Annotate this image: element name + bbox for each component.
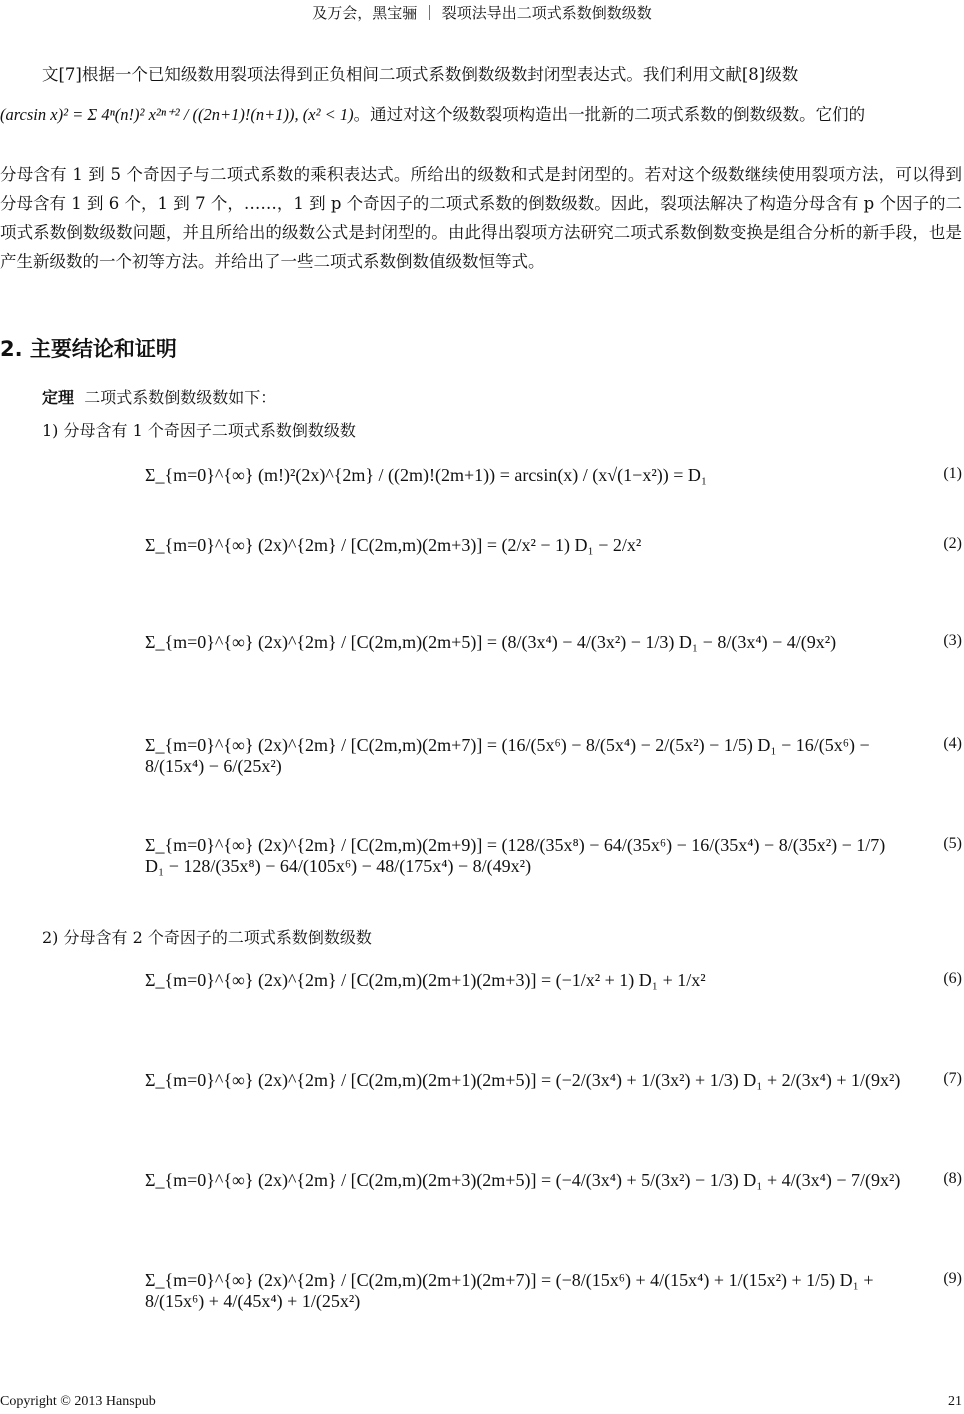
equation-rhs: = (−4/(3x⁴) + 5/(3x²) − 1/3) D₁ + 4/(3x⁴) − 7/(9x²) xyxy=(540,1170,901,1190)
equation-number: (7) xyxy=(943,1070,962,1087)
intro-line-2 xyxy=(0,100,962,129)
theorem-statement xyxy=(42,385,276,408)
equation xyxy=(145,1170,905,1191)
equation xyxy=(145,1270,905,1312)
equation-rhs: = (−2/(3x⁴) + 1/(3x²) + 1/3) D₁ + 2/(3x⁴) + 1/(9x²) xyxy=(540,1070,901,1090)
equation xyxy=(145,735,905,777)
equation-rhs: = (−8/(15x⁶) + 4/(15x⁴) + 1/(15x²) + 1/5) D₁ + 8/(15x⁶) + 4/(45x⁴) + 1/(25x²) xyxy=(145,1270,874,1311)
equation-number: (3) xyxy=(943,632,962,649)
equation xyxy=(145,1070,905,1091)
equation-rhs: = arcsin(x) / (x√(1−x²)) = D₁ xyxy=(499,465,708,485)
equation-lhs: Σ_{m=0}^{∞} (2x)^{2m} / [C(2m,m)(2m+1)(2m+7)] xyxy=(145,1270,537,1290)
equation-number: (9) xyxy=(943,1270,962,1287)
subsection-1: 1) 分母含有 1 个奇因子二项式系数倒数级数 xyxy=(42,421,356,440)
equation-lhs: Σ_{m=0}^{∞} (m!)²(2x)^{2m} / ((2m)!(2m+1)) xyxy=(145,465,496,485)
equation-rhs: = (16/(5x⁶) − 8/(5x⁴) − 2/(5x²) − 1/5) D₁ − 16/(5x⁶) − 8/(15x⁴) − 6/(25x²) xyxy=(145,735,870,776)
equation-lhs: Σ_{m=0}^{∞} (2x)^{2m} / [C(2m,m)(2m+7)] xyxy=(145,735,483,755)
equation-number: (1) xyxy=(943,465,962,482)
equation-number: (8) xyxy=(943,1170,962,1187)
equation-number: (4) xyxy=(943,735,962,752)
equation xyxy=(145,632,905,653)
equation-lhs: Σ_{m=0}^{∞} (2x)^{2m} / [C(2m,m)(2m+9)] xyxy=(145,835,483,855)
equation-lhs: Σ_{m=0}^{∞} (2x)^{2m} / [C(2m,m)(2m+3)] xyxy=(145,535,483,555)
intro-paragraph: 分母含有 1 到 5 个奇因子与二项式系数的乘积表达式。所给出的级数和式是封闭型的。若对这个级数继续使用裂项方法，可以得到分母含有 1 到 6 个，1 到 7 个，……，1 到 p 个奇因子的二项式系数的倒数级数。因此，裂项法解决了构造分母含有 p 个因子的二项式系数倒数级数问题，并且所给出的级数公式是封闭型的。由此得出裂项方法研究二项式系数倒数变换是组合分析的新手段，也是产生新级数的一个初等方法。并给出了一些二项式系数倒数值级数恒等式。 xyxy=(0,165,962,271)
equation-number: (6) xyxy=(943,970,962,987)
equation xyxy=(145,835,905,877)
arcsin-series-formula: (arcsin x)² = Σ 4ⁿ(n!)² x²ⁿ⁺² / ((2n+1)!(n+1)), (x² < 1) xyxy=(0,105,354,124)
equation-lhs: Σ_{m=0}^{∞} (2x)^{2m} / [C(2m,m)(2m+1)(2m+5)] xyxy=(145,1070,537,1090)
theorem-text: 二项式系数倒数级数如下： xyxy=(84,388,277,407)
equation-lhs: Σ_{m=0}^{∞} (2x)^{2m} / [C(2m,m)(2m+3)(2m+5)] xyxy=(145,1170,537,1190)
equation-rhs: = (−1/x² + 1) D₁ + 1/x² xyxy=(540,970,706,990)
equation-rhs: = (8/(3x⁴) − 4/(3x²) − 1/3) D₁ − 8/(3x⁴) − 4/(9x²) xyxy=(486,632,837,652)
running-header: 及万会，黑宝骊 ｜ 裂项法导出二项式系数倒数级数 xyxy=(312,4,652,22)
equation xyxy=(145,970,905,991)
copyright: Copyright © 2013 Hanspub xyxy=(0,1394,156,1409)
equation-rhs: = (2/x² − 1) D₁ − 2/x² xyxy=(486,535,642,555)
section-title: 2. 主要结论和证明 xyxy=(0,337,177,361)
equation-lhs: Σ_{m=0}^{∞} (2x)^{2m} / [C(2m,m)(2m+5)] xyxy=(145,632,483,652)
subsection-2: 2) 分母含有 2 个奇因子的二项式系数倒数级数 xyxy=(42,928,372,947)
page-number: 21 xyxy=(948,1394,962,1409)
equation-lhs: Σ_{m=0}^{∞} (2x)^{2m} / [C(2m,m)(2m+1)(2m+3)] xyxy=(145,970,537,990)
intro-line-1: 文[7]根据一个已知级数用裂项法得到正负相间二项式系数倒数级数封闭型表达式。我们利用文献[8]级数 xyxy=(42,65,799,84)
equation-rhs: = (128/(35x⁸) − 64/(35x⁶) − 16/(35x⁴) − 8/(35x²) − 1/7) D₁ − 128/(35x⁸) − 64/(105x⁶) − 48/(175x⁴) − 8/(49x²) xyxy=(145,835,886,876)
equation-number: (5) xyxy=(943,835,962,852)
intro-line-2-text: 。通过对这个级数裂项构造出一批新的二项式系数的倒数级数。它们的 xyxy=(353,105,866,124)
equation xyxy=(145,535,905,556)
equation xyxy=(145,465,905,486)
theorem-label: 定理 xyxy=(42,388,75,407)
equation-number: (2) xyxy=(943,535,962,552)
